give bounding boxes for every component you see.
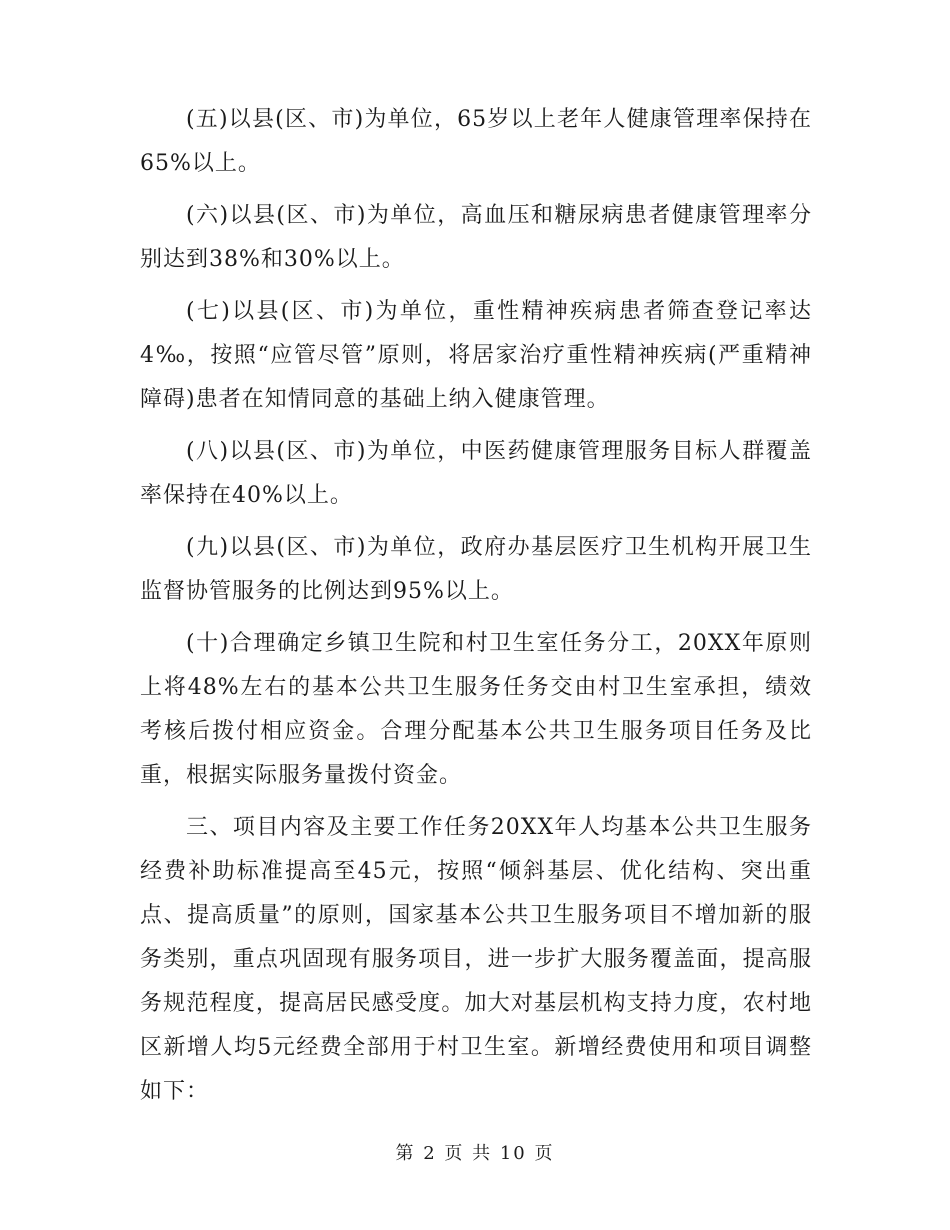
paragraph-7: (七)以县(区、市)为单位，重性精神疾病患者筛查登记率达4‰，按照“应管尽管”原则，将居家治疗重性精神疾病(严重精神障碍)患者在知情同意的基础上纳入健康管理。 [140, 299, 812, 412]
page-footer: 第 2 页 共 10 页 [395, 1143, 555, 1164]
document-body [140, 98, 812, 1122]
paragraph-10: (十)合理确定乡镇卫生院和村卫生室任务分工，20XX年原则上将48%左右的基本公共卫生服务任务交由村卫生室承担，绩效考核后拨付相应资金。合理分配基本公共卫生服务项目任务及比重，根据实际服务量拨付资金。 [140, 631, 812, 788]
paragraph-5: (五)以县(区、市)为单位，65岁以上老年人健康管理率保持在65%以上。 [140, 107, 812, 176]
paragraph-6: (六)以县(区、市)为单位，高血压和糖尿病患者健康管理率分别达到38%和30%以上。 [140, 203, 812, 272]
paragraph-section-3: 三、项目内容及主要工作任务20XX年人均基本公共卫生服务经费补助标准提高至45元，按照“倾斜基层、优化结构、突出重点、提高质量”的原则，国家基本公共卫生服务项目不增加新的服务类别，重点巩固现有服务项目，进一步扩大服务覆盖面，提高服务规范程度，提高居民感受度。加大对基层机构支持力度，农村地区新增人均5元经费全部用于村卫生室。新增经费使用和项目调整如下： [140, 815, 812, 1104]
paragraph-9: (九)以县(区、市)为单位，政府办基层医疗卫生机构开展卫生监督协管服务的比例达到95%以上。 [140, 535, 812, 604]
paragraph-8: (八)以县(区、市)为单位，中医药健康管理服务目标人群覆盖率保持在40%以上。 [140, 439, 812, 508]
